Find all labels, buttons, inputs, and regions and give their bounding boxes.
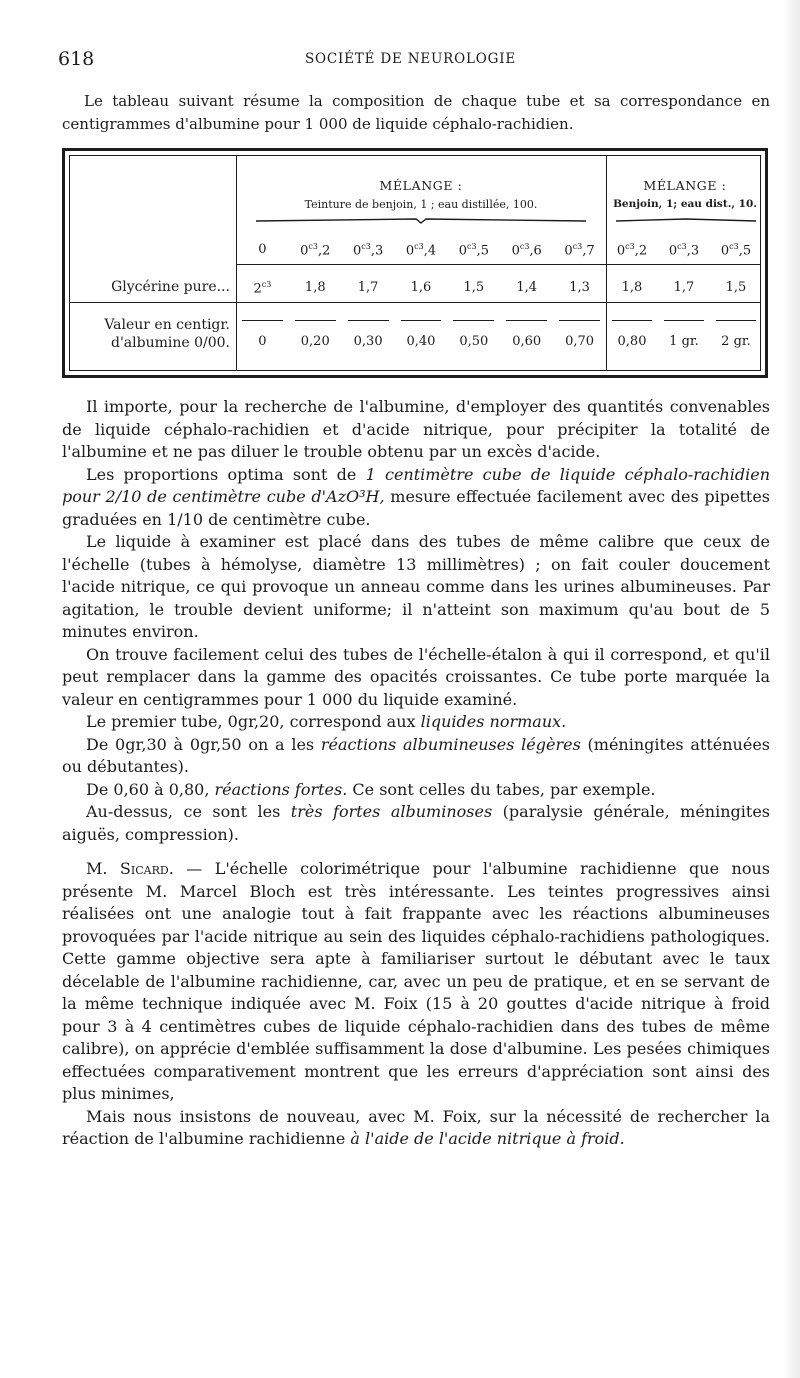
italic-run: liquides normaux.	[420, 712, 567, 731]
text-run: De 0,60 à 0,80,	[86, 779, 215, 799]
table-cell: 0,80	[617, 334, 647, 349]
cell-rule	[612, 320, 652, 321]
page-number: 618	[58, 48, 95, 70]
column-header: $0^{c3},3$	[352, 242, 384, 259]
table-cell: 1,4	[516, 280, 538, 295]
body-text	[62, 396, 770, 1151]
speaker-name: M. Sicard.	[86, 859, 174, 878]
table-cell: 2 gr.	[721, 334, 751, 349]
intro-paragraph: Le tableau suivant résume la composition de chaque tube et sa correspondance en centigrammes d'albumine pour 1 000 de liquide céphalo-rachidien.	[62, 92, 770, 133]
column-header: $0^{c3},2$	[300, 242, 331, 259]
table-cell: 1,3	[569, 280, 590, 295]
table-cell: 1,7	[673, 280, 695, 295]
table-cell: 0,40	[406, 334, 436, 349]
table-cell: 1,7	[357, 280, 379, 295]
table-cell: 0,60	[512, 334, 542, 349]
table-cell: $2^{c3}$	[253, 280, 272, 297]
cell-rule	[664, 320, 704, 321]
paragraph-proportions	[62, 464, 770, 532]
paragraph-sicard	[62, 858, 770, 1106]
text-run: Ce sont celles du tabes, par exemple.	[347, 779, 656, 799]
group2-subtitle: Benjoin, 1; eau dist., 10.	[613, 198, 757, 210]
paragraph-echelle: On trouve facilement celui des tubes de l'échelle-étalon à qui il correspond, et qu'il peut remplacer dans la gamme des opacités croissantes. Ce tube porte marquée la valeur en centigrammes pour 1 000 du liquide examiné.	[62, 644, 770, 709]
row-label-albumine-1: Valeur en centigr.	[104, 317, 230, 333]
page-edge-shadow	[782, 0, 800, 1378]
paragraph-liquide: Le liquide à examiner est placé dans des tubes de même calibre que ceux de l'échelle (tubes à hémolyse, diamètre 13 millimètres) ; on fait couler doucement l'acide nitrique, ce qui provoque un anneau comme dans les urines albumineuses. Par agitation, le trouble devient uniforme; il n'atteint son maximum qu'au bout de 5 minutes environ.	[62, 532, 770, 641]
text-run: (méningites atténuées ou débutantes).	[62, 734, 771, 776]
cell-rule	[506, 320, 547, 321]
table-inner-frame	[69, 155, 761, 371]
table-cell: 1,8	[304, 280, 326, 295]
italic-run: 1 centimètre cube de liquide céphalo-rachidien pour 2/10 de centimètre cube d'AzO³H,	[62, 464, 771, 506]
text-run: — L'échelle colorimétrique pour l'albumine rachidienne que nous présente M. Marcel Bloch est très intéressante. Les teintes progressives ainsi réalisées ont une analogie tout à fait frappante avec les réactions albumineuses provoquées par l'acide nitrique au sein des liquides céphalo-rachidiens pathologiques. Cette gamme objective sera apte à familiariser surtout le débutant avec le taux décelable de l'albumine rachidienne, car, avec un peu de pratique, et en se servant de la même technique indiquée avec M. Foix (15 à 20 gouttes d'acide nitrique à froid pour 3 à 4 centimètres cubes de liquide céphalo-rachidien dans des tubes de même calibre), on apprécie d'emblée suffisamment la dose d'albumine. Les pesées chimiques effectuées comparativement montrent que les erreurs d'appréciation sont ainsi des plus minimes,	[62, 859, 770, 1103]
paragraph-insistons	[62, 1106, 770, 1151]
table-cell: 1,5	[725, 280, 747, 295]
table-cell: 1 gr.	[669, 334, 699, 349]
column-header: $0^{c3},7$	[564, 242, 595, 259]
text-run: mesure effectuée facilement avec des pipettes graduées en 1/10 de centimètre cube.	[62, 487, 771, 529]
row-label-glycerine: Glycérine pure...	[111, 279, 230, 295]
italic-run: à l'aide de l'acide nitrique à froid.	[350, 1129, 625, 1148]
column-header: $0^{c3},3$	[668, 242, 700, 259]
column-header: $0^{c3},5$	[458, 242, 489, 259]
text-run: De 0gr,30 à 0gr,50 on a les	[86, 734, 321, 754]
text-run: Le premier tube, 0gr,20, correspond aux	[86, 712, 421, 731]
paragraph-importe: Il importe, pour la recherche de l'albumine, d'employer des quantités convenables de liquide céphalo-rachidien et d'acide nitrique, pour précipiter la totalité de l'albumine et ne pas diluer le trouble obtenu par un excès d'acide.	[62, 397, 770, 461]
row-label-albumine-2: d'albumine 0/00.	[110, 335, 230, 351]
column-header: $0^{c3},2$	[616, 242, 648, 259]
running-head	[58, 48, 763, 72]
group1-swash-rule	[256, 218, 586, 224]
table-cell: 0,20	[300, 334, 330, 349]
column-header: $0^{c3},4$	[405, 242, 437, 259]
group2-swash-rule	[616, 218, 756, 224]
cell-rule	[242, 320, 283, 321]
table-cell: 0,70	[565, 334, 595, 349]
table-cell: 1,6	[410, 280, 432, 295]
running-title: SOCIÉTÉ DE NEUROLOGIE	[304, 51, 517, 67]
group2-title: MÉLANGE :	[643, 178, 727, 193]
table-cell: 0	[258, 334, 267, 349]
column-header: $0^{c3},6$	[511, 242, 542, 259]
table-cell: 0,30	[353, 334, 383, 349]
cell-rule	[453, 320, 494, 321]
text-run: (paralysie générale, méningites aiguës, compression).	[62, 802, 770, 844]
paragraph-premier-tube	[62, 711, 770, 734]
italic-run: réactions albumineuses légères	[320, 734, 581, 754]
cell-rule	[295, 320, 336, 321]
table-cell: 0,50	[459, 334, 489, 349]
table-row-rule	[70, 302, 760, 303]
column-header: 0	[258, 242, 267, 257]
table-cell: 1,8	[621, 280, 643, 295]
text-run: Au-dessus, ce sont les	[86, 802, 291, 821]
italic-run: réactions fortes.	[214, 779, 348, 799]
paragraph-au-dessus	[62, 801, 770, 846]
paragraph-fortes	[62, 779, 770, 802]
table-cell: 1,5	[463, 280, 485, 295]
group1-title: MÉLANGE :	[379, 178, 463, 193]
paragraph-legeres	[62, 734, 770, 779]
text-run: Mais nous insistons de nouveau, avec M. Foix, sur la nécessité de rechercher la réaction de l'albumine rachidienne	[62, 1106, 770, 1148]
cell-rule	[716, 320, 756, 321]
column-header: $0^{c3},5$	[720, 242, 752, 259]
group1-subtitle: Teinture de benjoin, 1 ; eau distillée, 100.	[304, 198, 538, 211]
cell-rule	[401, 320, 442, 321]
cell-rule	[559, 320, 600, 321]
table-header-rule	[236, 264, 760, 265]
cell-rule	[348, 320, 389, 321]
text-run: Les proportions optima sont de	[86, 464, 366, 484]
italic-run: très fortes albuminoses	[290, 802, 493, 821]
albumin-scale-table	[62, 148, 768, 378]
